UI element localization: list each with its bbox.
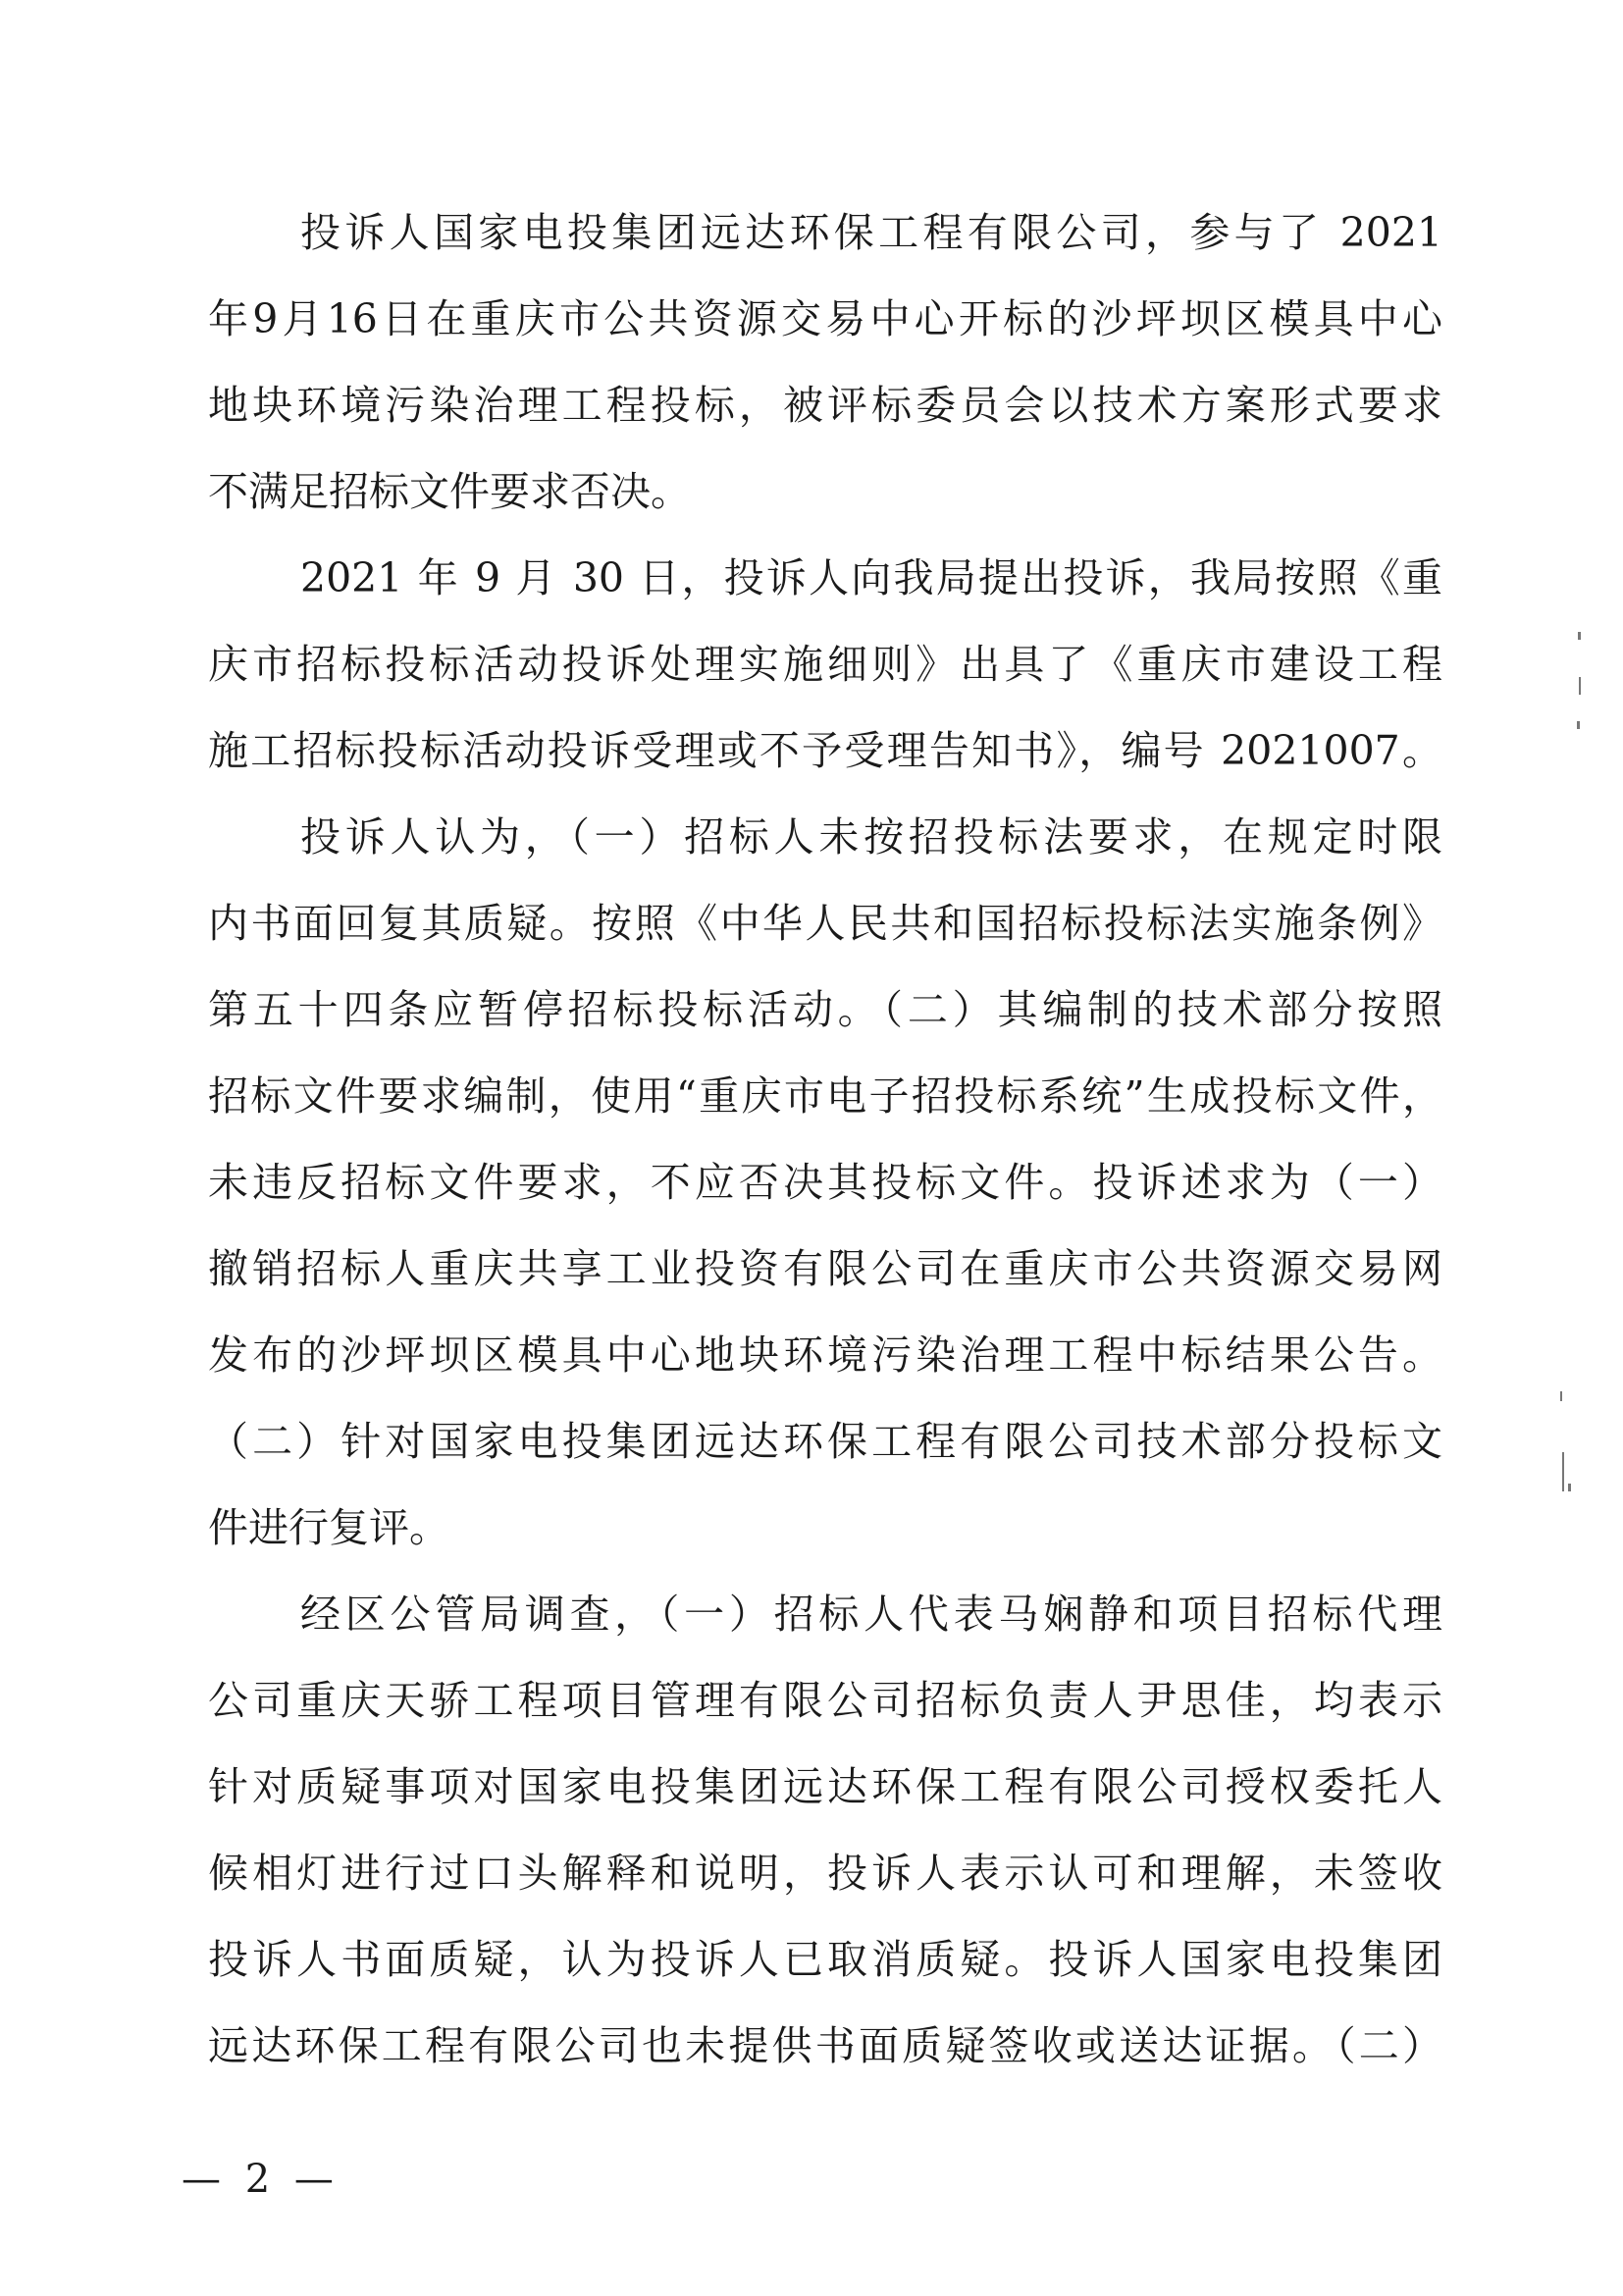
- paragraph-line: 庆市招标投标活动投诉处理实施细则》出具了《重庆市建设工程: [208, 641, 1442, 688]
- paragraph-line: 未违反招标文件要求，不应否决其投标文件。投诉述求为（一）: [208, 1159, 1442, 1206]
- scan-artifact: [1579, 677, 1581, 695]
- paragraph-line: 远达环保工程有限公司也未提供书面质疑签收或送达证据。（二）: [208, 2022, 1442, 2069]
- paragraph-line: 地块环境污染治理工程投标，被评标委员会以技术方案形式要求: [208, 382, 1442, 429]
- scan-artifact: [1578, 632, 1581, 640]
- scan-artifact: [1562, 1452, 1564, 1491]
- paragraph-line: 投诉人书面质疑，认为投诉人已取消质疑。投诉人国家电投集团: [208, 1936, 1442, 1983]
- paragraph-line: 投诉人认为，（一）招标人未按招投标法要求，在规定时限: [300, 813, 1442, 861]
- paragraph-line: （二）针对国家电投集团远达环保工程有限公司技术部分投标文: [208, 1418, 1442, 1465]
- paragraph-line: 撤销招标人重庆共享工业投资有限公司在重庆市公共资源交易网: [208, 1245, 1442, 1292]
- paragraph-line: 针对质疑事项对国家电投集团远达环保工程有限公司授权委托人: [208, 1763, 1442, 1810]
- paragraph-line: 2021 年 9 月 30 日，投诉人向我局提出投诉，我局按照《重: [300, 554, 1442, 601]
- paragraph-line: 内书面回复其质疑。按照《中华人民共和国招标投标法实施条例》: [208, 900, 1442, 947]
- scan-artifact: [1568, 1484, 1571, 1491]
- scan-artifact: [1577, 721, 1580, 729]
- paragraph-line: 经区公管局调查，（一）招标人代表马娴静和项目招标代理: [300, 1591, 1442, 1638]
- paragraph-line: 施工招标投标活动投诉受理或不予受理告知书》，编号 2021007。: [208, 727, 1442, 774]
- paragraph-line: 不满足招标文件要求否决。: [208, 468, 691, 515]
- paragraph-line: 发布的沙坪坝区模具中心地块环境污染治理工程中标结果公告。: [208, 1331, 1442, 1379]
- page-number: — 2 —: [182, 2157, 340, 2202]
- paragraph-line: 第五十四条应暂停招标投标活动。（二）其编制的技术部分按照: [208, 986, 1442, 1033]
- paragraph-line: 候相灯进行过口头解释和说明，投诉人表示认可和理解，未签收: [208, 1850, 1442, 1897]
- paragraph-line: 公司重庆天骄工程项目管理有限公司招标负责人尹思佳，均表示: [208, 1677, 1442, 1724]
- paragraph-line: 投诉人国家电投集团远达环保工程有限公司，参与了 2021: [300, 209, 1442, 256]
- paragraph-line: 件进行复评。: [208, 1504, 449, 1551]
- paragraph-line: 年9月16日在重庆市公共资源交易中心开标的沙坪坝区模具中心: [208, 295, 1442, 342]
- paragraph-line: 招标文件要求编制，使用“重庆市电子招投标系统”生成投标文件，: [208, 1072, 1442, 1120]
- scan-artifact: [1560, 1391, 1562, 1401]
